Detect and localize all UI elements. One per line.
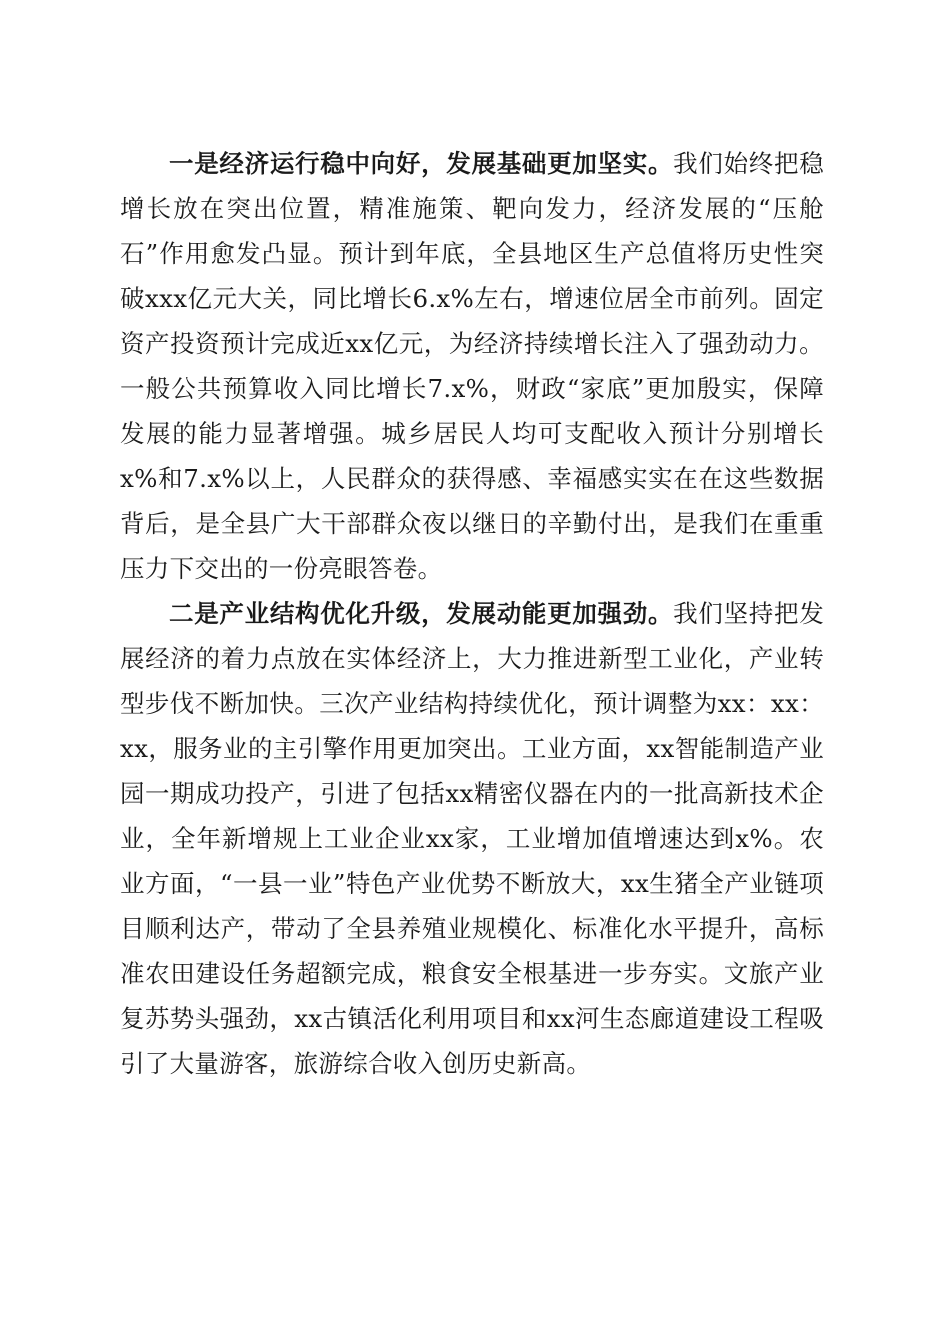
paragraph-lead-heading: 一是经济运行稳中向好，发展基础更加坚实。	[169, 149, 674, 178]
paragraph-industry	[120, 591, 824, 1086]
document-body	[120, 141, 824, 1086]
paragraph-text: 我们始终把稳增长放在突出位置，精准施策、靶向发力，经济发展的“压舱石”作用愈发凸显。预计到年底，全县地区生产总值将历史性突破xxx亿元大关，同比增长6.x%左右，增速位居全市前列。固定资产投资预计完成近xx亿元，为经济持续增长注入了强劲动力。一般公共预算收入同比增长7.x%，财政“家底”更加殷实，保障发展的能力显著增强。城乡居民人均可支配收入预计分别增长x%和7.x%以上，人民群众的获得感、幸福感实实在在这些数据背后，是全县广大干部群众夜以继日的辛勤付出，是我们在重重压力下交出的一份亮眼答卷。	[120, 149, 825, 583]
paragraph-economy	[120, 141, 824, 591]
paragraph-text: 我们坚持把发展经济的着力点放在实体经济上，大力推进新型工业化，产业转型步伐不断加快。三次产业结构持续优化，预计调整为xx：xx：xx，服务业的主引擎作用更加突出。工业方面，xx智能制造产业园一期成功投产，引进了包括xx精密仪器在内的一批高新技术企业，全年新增规上工业企业xx家，工业增加值增速达到x%。农业方面，“一县一业”特色产业优势不断放大，xx生猪全产业链项目顺利达产，带动了全县养殖业规模化、标准化水平提升，高标准农田建设任务超额完成，粮食安全根基进一步夯实。文旅产业复苏势头强劲，xx古镇活化利用项目和xx河生态廊道建设工程吸引了大量游客，旅游综合收入创历史新高。	[120, 599, 824, 1078]
paragraph-lead-heading: 二是产业结构优化升级，发展动能更加强劲。	[169, 599, 674, 628]
